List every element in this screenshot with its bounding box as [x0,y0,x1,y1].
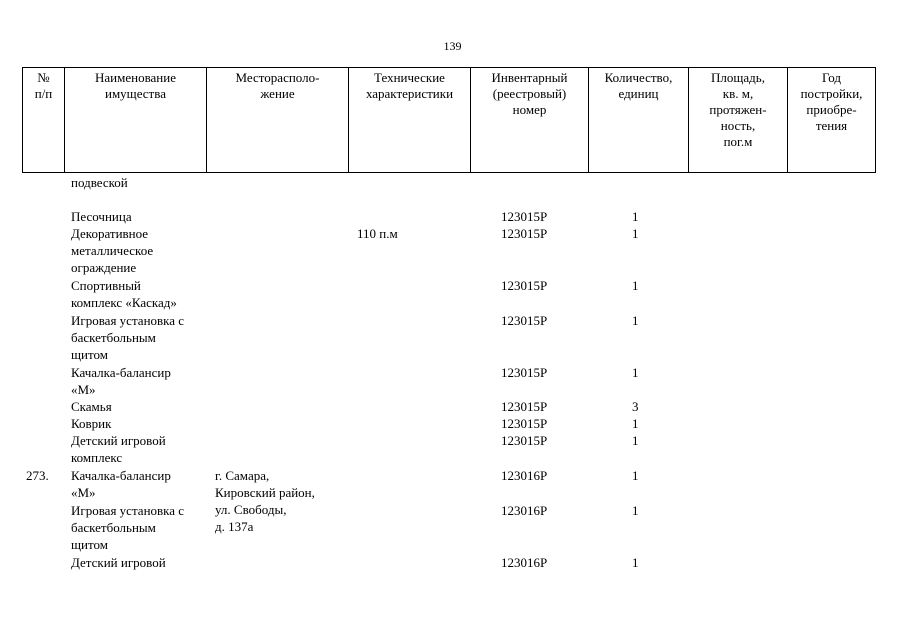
table-row-9-location: г. Самара, Кировский район, ул. Свободы, д. 137а [215,468,315,534]
table-row-8-inventory: 123015Р [501,433,548,448]
table-row-7-inventory: 123015Р [501,416,548,431]
header-col-number: № п/п [23,68,65,173]
table-header [22,67,876,173]
table-row-1-inventory: 123015Р [501,209,548,224]
table-row-6-name: Скамья [71,399,112,414]
table-row-1-quantity: 1 [632,209,639,224]
header-col-area: Площадь, кв. м, протяжен- ность, пог.м [689,68,788,173]
table-row-4-name: Игровая установка с баскетбольным щитом [71,313,185,362]
table-row-2-inventory: 123015Р [501,226,548,241]
table-row-9-quantity: 1 [632,468,639,483]
table-row-9-number: 273. [26,468,49,483]
table-row-2-quantity: 1 [632,226,639,241]
header-col-location: Месторасполо- жение [207,68,349,173]
table-row-2-name: Декоративное металлическое ограждение [71,226,154,275]
table-row-5-name: Качалка-балансир «М» [71,365,171,397]
table-row-4-quantity: 1 [632,313,639,328]
header-col-name: Наименование имущества [65,68,207,173]
table-row-5-inventory: 123015Р [501,365,548,380]
table-row-5-quantity: 1 [632,365,639,380]
table-row-6-quantity: 3 [632,399,639,414]
page-number: 139 [443,39,462,53]
table-row-7-name: Коврик [71,416,112,431]
header-col-quantity: Количество, единиц [589,68,689,173]
table-row-9-inventory: 123016Р [501,468,548,483]
header-col-inventory: Инвентарный (реестровый) номер [471,68,589,173]
table-row-9-name: Качалка-балансир «М» [71,468,171,500]
table-row-1-name: Песочница [71,209,132,224]
table-row-8-quantity: 1 [632,433,639,448]
table-row-10-inventory: 123016Р [501,503,548,518]
table-row-6-inventory: 123015Р [501,399,548,414]
table-row-11-inventory: 123016Р [501,555,548,570]
table-row-11-quantity: 1 [632,555,639,570]
table-row-10-name: Игровая установка с баскетбольным щитом [71,503,185,552]
table-row-2-tech: 110 п.м [357,226,398,241]
table-row-11-name: Детский игровой [71,555,166,570]
table-row-3-name: Спортивный комплекс «Каскад» [71,278,177,310]
table-row-4-inventory: 123015Р [501,313,548,328]
table-row-8-name: Детский игровой комплекс [71,433,166,465]
table-row-0-name: подвеской [71,175,128,190]
table-row-7-quantity: 1 [632,416,639,431]
table-row-3-quantity: 1 [632,278,639,293]
table-row-10-quantity: 1 [632,503,639,518]
header-col-year: Год постройки, приобре- тения [788,68,876,173]
header-col-tech: Технические характеристики [349,68,471,173]
table-row-3-inventory: 123015Р [501,278,548,293]
